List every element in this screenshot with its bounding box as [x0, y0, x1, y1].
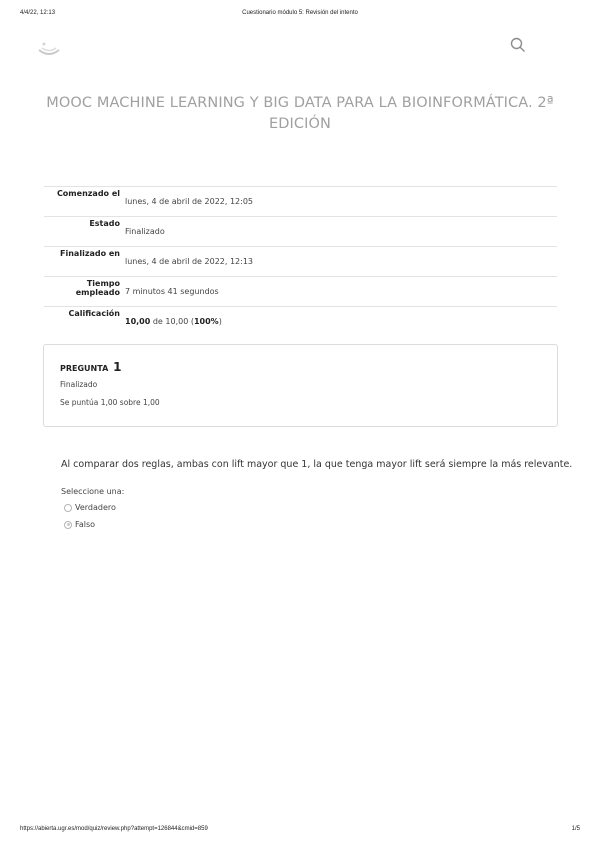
- summary-row-state: [44, 217, 557, 247]
- answer-prompt: Seleccione una:: [61, 487, 125, 496]
- summary-value: lunes, 4 de abril de 2022, 12:13: [125, 257, 254, 266]
- grade-of: de 10,00 (: [150, 317, 194, 326]
- question-label: PREGUNTA: [60, 364, 109, 373]
- question-info-box: [43, 344, 558, 427]
- summary-value: Finalizado: [125, 227, 165, 236]
- question-text: Al comparar dos reglas, ambas con lift mayor que 1, la que tenga mayor lift será siempre la más relevante.: [61, 459, 573, 470]
- grade-score: 10,00: [125, 317, 151, 326]
- summary-value: [125, 307, 557, 337]
- summary-label: Tiempo empleado: [75, 279, 120, 297]
- print-doc-title: Cuestionario módulo 5: Revisión del intento: [242, 10, 358, 16]
- print-page-number: 1/5: [571, 826, 580, 832]
- answer-option-label: Falso: [75, 520, 96, 529]
- grade-close: ): [218, 317, 222, 326]
- print-footer: [20, 826, 580, 836]
- radio-button-checked[interactable]: [64, 521, 72, 529]
- summary-row-started: [44, 187, 557, 217]
- question-state: Finalizado: [60, 380, 98, 389]
- course-title: [40, 93, 560, 135]
- answer-option-label: Verdadero: [75, 503, 116, 512]
- summary-row-grade: [44, 307, 557, 337]
- summary-label: Finalizado en: [60, 249, 120, 258]
- question-heading: [60, 360, 121, 374]
- print-url: https://abierta.ugr.es/mod/quiz/review.php?attempt=126844&cmid=859: [20, 826, 208, 832]
- summary-label: Comenzado el: [56, 189, 120, 198]
- summary-value: 7 minutos 41 segundos: [125, 287, 219, 296]
- answer-option-verdadero[interactable]: [64, 503, 116, 512]
- question-number: 1: [113, 360, 122, 374]
- summary-row-finished: [44, 247, 557, 277]
- summary-label: Calificación: [68, 309, 120, 318]
- answer-option-falso[interactable]: [64, 520, 95, 529]
- summary-row-time-taken: [44, 277, 557, 307]
- course-title-line1: MOOC MACHINE LEARNING Y BIG DATA PARA LA BIOINFORMÁTICA. 2ª: [46, 94, 554, 111]
- site-logo-icon[interactable]: [36, 38, 62, 58]
- radio-button[interactable]: [64, 504, 72, 512]
- attempt-summary-table: [44, 186, 557, 337]
- course-title-line2: EDICIÓN: [269, 115, 331, 132]
- grade-percent: 100%: [193, 317, 219, 326]
- search-icon[interactable]: [510, 37, 526, 53]
- print-header: [20, 10, 580, 22]
- question-grade: Se puntúa 1,00 sobre 1,00: [60, 398, 160, 407]
- print-datetime: 4/4/22, 12:13: [20, 10, 56, 16]
- summary-value: lunes, 4 de abril de 2022, 12:05: [125, 197, 254, 206]
- summary-label: Estado: [89, 219, 120, 228]
